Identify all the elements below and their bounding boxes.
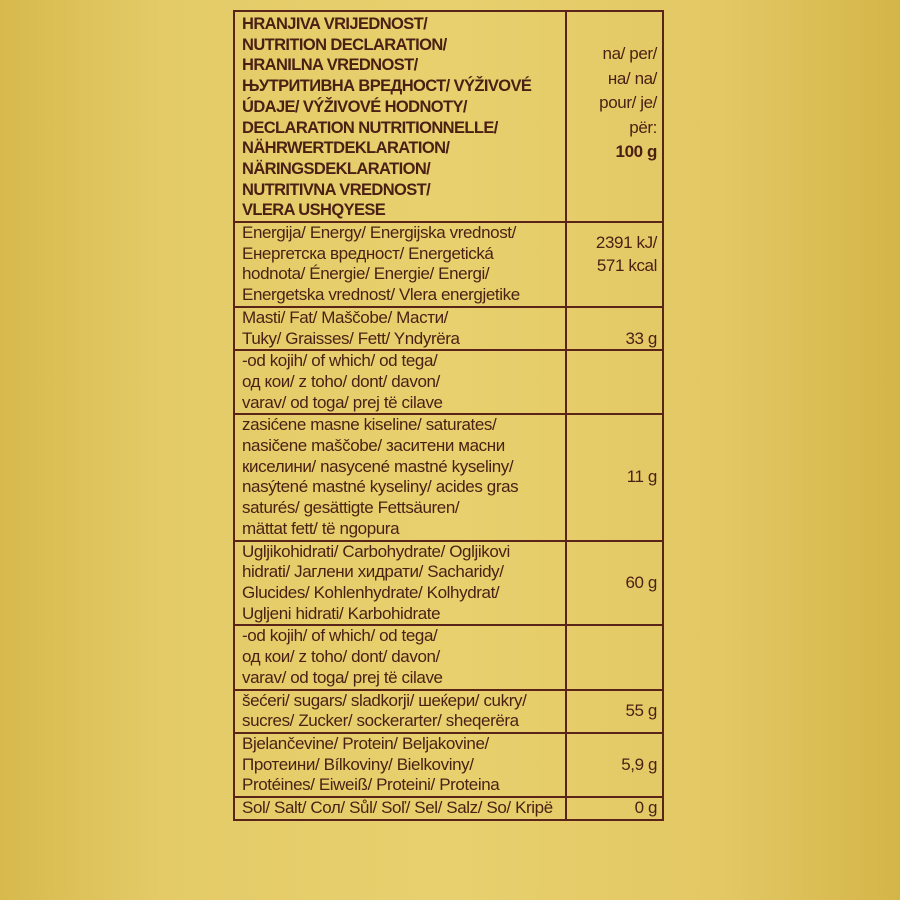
nutrient-value: 11 g — [566, 414, 663, 540]
salt-row — [234, 797, 663, 820]
nutrient-value: 60 g — [566, 541, 663, 626]
nutrient-name: -od kojih/ of which/ od tega/ од кои/ z toho/ dont/ davon/ varav/ od toga/ prej të cilave — [234, 350, 566, 414]
nutrient-name: zasićene masne kiseline/ saturates/ nasičene maščobe/ заситени масни киселини/ nasycené mastné kyseliny/ nasýtené mastné kyseliny/ acides gras saturés/ gesättigte Fettsäuren/ mättat fett/ të ngopura — [234, 414, 566, 540]
nutrient-value — [566, 350, 663, 414]
nutrient-value — [566, 625, 663, 689]
nutrient-name: Masti/ Fat/ Maščobe/ Масти/ Tuky/ Graisses/ Fett/ Yndyrëra — [234, 307, 566, 350]
nutrient-name: Ugljikohidrati/ Carbohydrate/ Ogljikovi hidrati/ Јаглени хидрати/ Sacharidy/ Glucides/ Kohlenhydrate/ Kolhydrat/ Ugljeni hidrati/ Karbohidrate — [234, 541, 566, 626]
nutrient-name: -od kojih/ of which/ od tega/ од кои/ z toho/ dont/ davon/ varav/ od toga/ prej të cilave — [234, 625, 566, 689]
per-100g-header: na/ per/ на/ na/ pour/ je/ për: 100 g — [566, 11, 663, 222]
protein-row — [234, 733, 663, 797]
energy-row — [234, 222, 663, 307]
header-row — [234, 11, 663, 222]
nutrient-value: 2391 kJ/ 571 kcal — [566, 222, 663, 307]
nutrient-name: šećeri/ sugars/ sladkorji/ шеќери/ cukry/ sucres/ Zucker/ sockerarter/ sheqerëra — [234, 690, 566, 733]
sugars-row — [234, 690, 663, 733]
of-which-carbohydrate-row — [234, 625, 663, 689]
carbohydrate-row — [234, 541, 663, 626]
table-title: HRANJIVA VRIJEDNOST/ NUTRITION DECLARATION/ HRANILNA VREDNOST/ ЊУТРИТИВНА ВРЕДНОСТ/ VÝŽIVOVÉ ÚDAJE/ VÝŽIVOVÉ HODNOTY/ DECLARATION NUTRITIONNELLE/ NÄHRWERTDEKLARATION/ NÄRINGSDEKLARATION/ NUTRITIVNA VREDNOST/ VLERA USHQYESE — [234, 11, 566, 222]
nutrient-value: 0 g — [566, 797, 663, 820]
of-which-fat-row — [234, 350, 663, 414]
nutrient-name: Energija/ Energy/ Energijska vrednost/ Енергетска вредност/ Energetická hodnota/ Énergie/ Energie/ Energi/ Energetska vrednost/ Vlera energjetike — [234, 222, 566, 307]
saturates-row — [234, 414, 663, 540]
nutrition-table — [233, 10, 664, 821]
fat-row — [234, 307, 663, 350]
nutrient-value: 5,9 g — [566, 733, 663, 797]
nutrient-value: 55 g — [566, 690, 663, 733]
nutrient-name: Sol/ Salt/ Сол/ Sůl/ Soľ/ Sel/ Salz/ So/ Kripë — [234, 797, 566, 820]
nutrient-value: 33 g — [566, 307, 663, 350]
nutrient-name: Bjelančevine/ Protein/ Beljakovine/ Протеини/ Bílkoviny/ Bielkoviny/ Protéines/ Eiweiß/ Proteini/ Proteina — [234, 733, 566, 797]
